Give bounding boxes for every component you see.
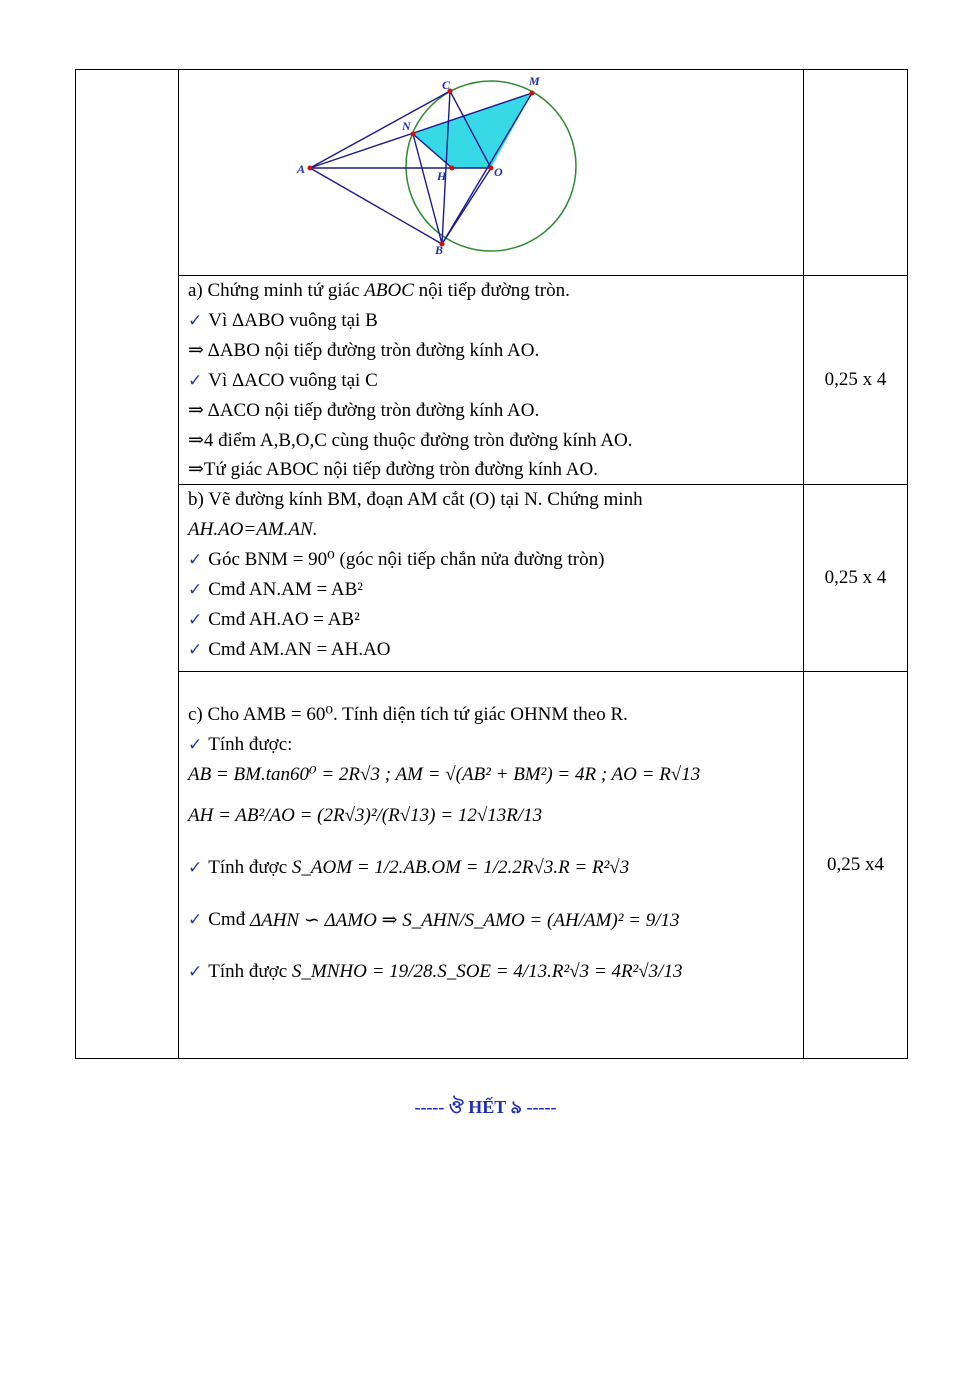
index-column <box>76 70 179 1059</box>
part-b-step: ✓ Cmđ AM.AN = AH.AO <box>188 639 391 660</box>
part-c-eq2: AH = AB²/AO = (2R√3)²/(R√13) = 12√13R/13 <box>188 805 543 826</box>
check-icon: ✓ <box>188 962 203 982</box>
quad-ohnm <box>413 93 532 168</box>
label-o: O <box>494 165 503 179</box>
part-b-title: b) Vẽ đường kính BM, đoạn AM cắt (O) tại N. Chứng minh <box>188 489 643 510</box>
label-n: N <box>402 119 411 133</box>
check-icon: ✓ <box>188 640 203 660</box>
check-icon: ✓ <box>188 580 203 600</box>
part-c-eq5: ✓ Tính được S_MNHO = 19/28.S_SOE = 4/13.R²√3 = 4R²√3/13 <box>188 961 683 982</box>
part-a-step: ✓ Vì ΔABO vuông tại B <box>188 310 378 331</box>
part-c-eq1: AB = BM.tan60⁰ = 2R√3 ; AM = √(AB² + BM²) = 4R ; AO = R√13 <box>188 764 701 785</box>
part-b-row <box>76 485 908 672</box>
part-c-content <box>179 672 804 1059</box>
part-a-step: ✓ Vì ΔACO vuông tại C <box>188 370 378 391</box>
check-icon: ✓ <box>188 735 203 755</box>
check-icon: ✓ <box>188 858 203 878</box>
part-a-step: ⇒Tứ giác ABOC nội tiếp đường tròn đường kính AO. <box>188 459 598 480</box>
check-icon: ✓ <box>188 550 203 570</box>
part-b-score: 0,25 x 4 <box>804 485 908 672</box>
label-h: H <box>437 169 447 183</box>
check-icon: ✓ <box>188 311 203 331</box>
part-c-eq3: ✓ Tính được S_AOM = 1/2.AB.OM = 1/2.2R√3.R = R²√3 <box>188 857 630 878</box>
label-m: M <box>529 74 540 88</box>
part-c-computed: ✓ Tính được: <box>188 734 293 755</box>
part-a-step: ⇒ ΔABO nội tiếp đường tròn đường kính AO. <box>188 340 540 361</box>
part-c-row <box>76 672 908 1059</box>
check-icon: ✓ <box>188 610 203 630</box>
part-a-step: ⇒4 điểm A,B,O,C cùng thuộc đường tròn đường kính AO. <box>188 430 633 451</box>
figure-cell <box>179 70 804 276</box>
part-c-title: c) Cho AMB = 60⁰. Tính diện tích tứ giác OHNM theo R. <box>188 704 628 725</box>
part-b-step: ✓ Cmđ AH.AO = AB² <box>188 609 360 630</box>
part-b-content <box>179 485 804 672</box>
end-marker: ----- ঔ HẾT ৯ ----- <box>414 1097 557 1117</box>
part-b-step: ✓ Cmđ AN.AM = AB² <box>188 579 363 600</box>
part-a-score: 0,25 x 4 <box>804 276 908 485</box>
label-c: C <box>442 78 451 92</box>
answer-table <box>75 69 908 1059</box>
figure-row <box>76 70 908 276</box>
check-icon: ✓ <box>188 910 203 930</box>
part-c-eq4: ✓ Cmđ ΔAHN ∽ ΔAMO ⇒ S_AHN/S_AMO = (AH/AM)² = 9/13 <box>188 909 680 931</box>
part-c-score: 0,25 x4 <box>804 672 908 1059</box>
part-a-step: ⇒ ΔACO nội tiếp đường tròn đường kính AO. <box>188 400 540 421</box>
figure-score-cell <box>804 70 908 276</box>
part-b-step: ✓ Góc BNM = 90⁰ (góc nội tiếp chắn nửa đường tròn) <box>188 549 605 570</box>
part-b-title-2: AH.AO=AM.AN. <box>188 519 318 540</box>
label-b: B <box>435 243 444 257</box>
check-icon: ✓ <box>188 371 203 391</box>
part-a-row <box>76 276 908 485</box>
label-a: A <box>297 162 306 176</box>
geometry-figure <box>179 70 803 269</box>
part-a-title: a) Chứng minh tứ giác ABOC nội tiếp đường tròn. <box>188 280 570 301</box>
part-a-content <box>179 276 804 485</box>
